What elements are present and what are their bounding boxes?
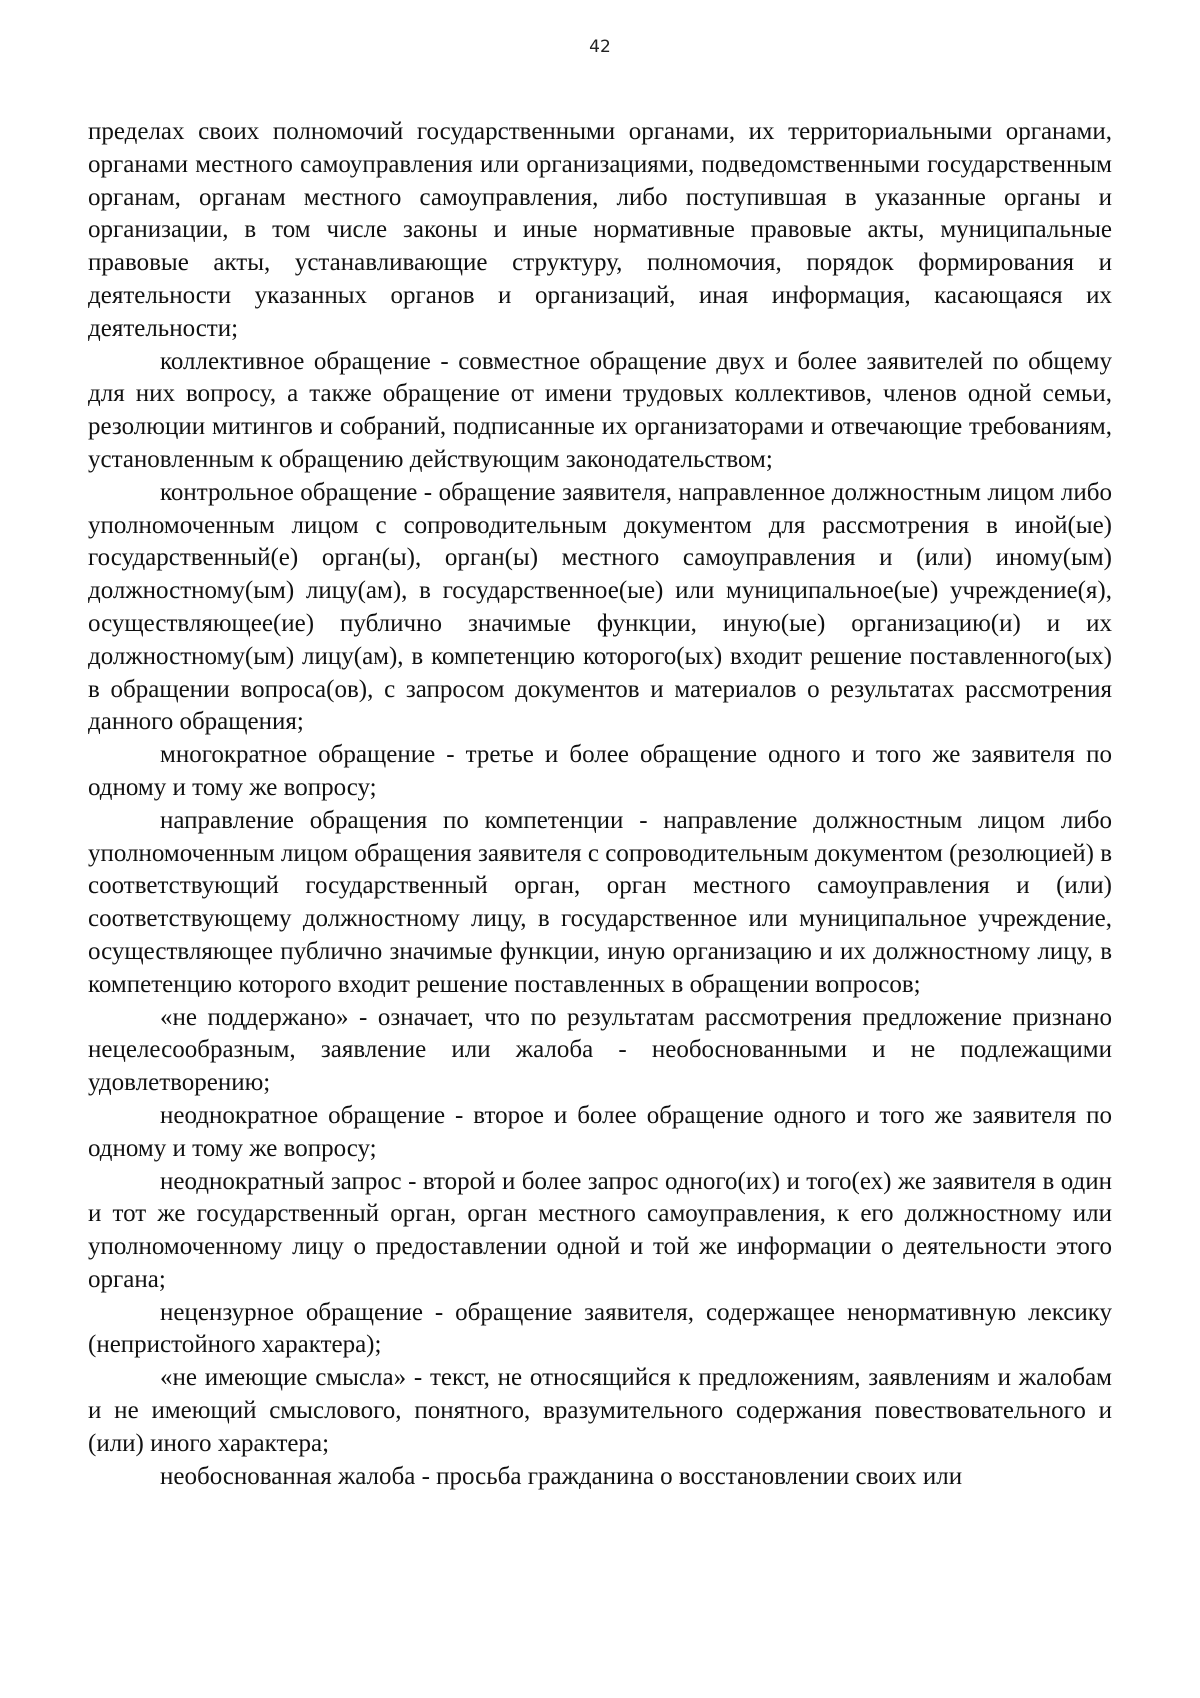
document-body [88,116,1112,1493]
paragraph-unfounded-complaint: необоснованная жалоба - просьба гражданина о восстановлении своих или [160,1462,963,1490]
paragraph-obscene-appeal: нецензурное обращение - обращение заявителя, содержащее ненормативную лексику (непристойного характера); [88,1298,1112,1359]
paragraph-meaningless-text: «не имеющие смысла» - текст, не относящийся к предложениям, заявлениям и жалобам и не имеющий смыслового, понятного, вразумительного содержания повествовательного и (или) иного характера; [88,1364,1112,1457]
paragraph-continued-definition: пределах своих полномочий государственными органами, их территориальными органами, органами местного самоуправления или организациями, подведомственными государственным органам, органам местного самоуправления, либо поступившая в указанные органы и организации, в том числе законы и иные нормативные правовые акты, муниципальные правовые акты, устанавливающие структуру, полномочия, порядок формирования и деятельности указанных органов и организаций, иная информация, касающаяся их деятельности; [88,118,1112,342]
paragraph-not-supported: «не поддержано» - означает, что по результатам рассмотрения предложение признано нецелесообразным, заявление или жалоба - необоснованными и не подлежащими удовлетворению; [88,1003,1112,1097]
paragraph-collective-appeal: коллективное обращение - совместное обращение двух и более заявителей по общему для них вопросу, а также обращение от имени трудовых коллективов, членов одной семьи, резолюции митингов и собраний, подписанные их организаторами и отвечающие требованиям, установленным к обращению действующим законодательством; [88,347,1112,473]
paragraph-multiple-appeal: многократное обращение - третье и более обращение одного и того же заявителя по одному и тому же вопросу; [88,741,1112,801]
paragraph-repeated-appeal: неоднократное обращение - второе и более обращение одного и того же заявителя по одному и тому же вопросу; [88,1101,1112,1162]
page-number: 42 [589,37,611,57]
paragraph-repeated-request: неоднократный запрос - второй и более запрос одного(их) и того(ех) же заявителя в один и тот же государственный орган, орган местного самоуправления, к его должностному или уполномоченному лицу о предоставлении одной и той же информации о деятельности этого органа; [88,1167,1112,1293]
paragraph-referral-by-competence: направление обращения по компетенции - направление должностным лицом либо уполномоченным лицом обращения заявителя с сопроводительным документом (резолюцией) в соответствующий государственный орган, орган местного самоуправления и (или) соответствующему должностному лицу, в государственное или муниципальное учреждение, осуществляющее публично значимые функции, иную организацию и их должностному лицу, в компетенцию которого входит решение поставленных в обращении вопросов; [88,806,1112,998]
paragraph-control-appeal: контрольное обращение - обращение заявителя, направленное должностным лицом либо уполномоченным лицом с сопроводительным документом для рассмотрения в иной(ые) государственный(е) орган(ы), орган(ы) местного самоуправления и (или) иному(ым) должностному(ым) лицу(ам), в государственное(ые) или муниципальное(ые) учреждение(я), осуществляющее(ие) публично значимые функции, иную(ые) организацию(и) и их должностному(ым) лицу(ам), в компетенцию которого(ых) входит решение поставленного(ых) в обращении вопроса(ов), с запросом документов и материалов о результатах рассмотрения данного обращения; [88,478,1112,736]
